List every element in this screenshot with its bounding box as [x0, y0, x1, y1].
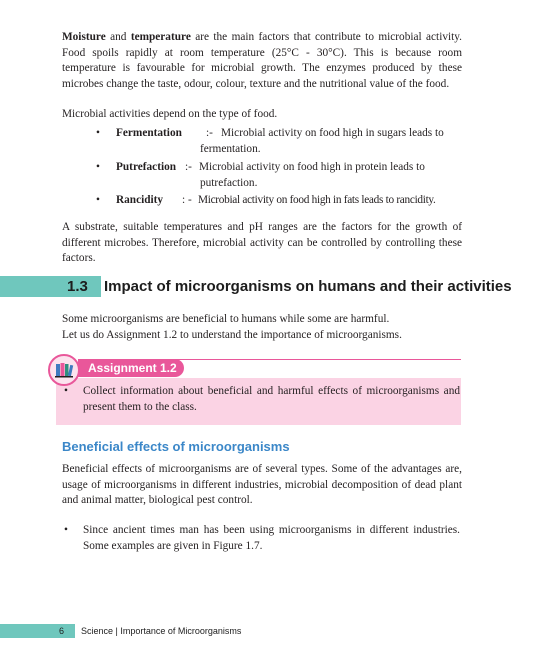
- rancidity-sep: : -: [182, 194, 192, 206]
- temperature-term: temperature: [130, 31, 191, 43]
- assignment-text: Collect information about beneficial and harmful effects of microorganisms and present them to the class.: [83, 385, 460, 413]
- section-title: Impact of microorganisms on humans and their activities: [104, 278, 512, 295]
- moisture-term: Moisture: [62, 31, 106, 43]
- putrefaction-term: Putrefaction: [116, 161, 177, 173]
- putrefaction-sep: :-: [185, 161, 192, 173]
- section-intro-1: Some microorganisms are beneficial to humans while some are harmful.: [62, 313, 390, 325]
- and-word: and: [105, 31, 131, 43]
- rancidity-desc: Microbial activity on food high in fats leads to rancidity.: [198, 194, 436, 206]
- assignment-label: Assignment 1.2: [88, 361, 177, 375]
- beneficial-paragraph: Beneficial effects of microorganisms are of several types. Some of the advantages are, usage of microorganisms in different industries, microbial decomposition of dead plant and animal matter, biological pest control.: [62, 463, 462, 507]
- beneficial-heading: Beneficial effects of microorganisms: [62, 439, 290, 454]
- bullet-icon: •: [96, 194, 100, 206]
- fermentation-desc-cont: fermentation.: [200, 142, 261, 155]
- fermentation-term: Fermentation: [116, 127, 182, 139]
- section-intro-2: Let us do Assignment 1.2 to understand the importance of microorganisms.: [62, 329, 402, 341]
- fermentation-sep: :-: [206, 127, 213, 139]
- intro-paragraph: [62, 30, 462, 92]
- depend-paragraph: Microbial activities depend on the type of food.: [62, 108, 278, 120]
- footer-text: Science | Importance of Microorganisms: [81, 626, 242, 636]
- industries-text: Since ancient times man has been using microorganisms in different industries. Some examples are given in Figure 1.7.: [83, 524, 460, 552]
- intro-rest: are the main factors that contribute to microbial activity. Food spoils rapidly at room temperature (25°C - 30°C). This is because room temperature is favourable for microbial growth. The enzymes produced by these microbes change the taste, odour, colour, texture and the nutritional value of the food.: [62, 31, 462, 90]
- factors-paragraph: A substrate, suitable temperatures and pH ranges are the factors for the growth of different microbes. Therefore, microbial activity can be controlled by controlling these factors.: [62, 221, 462, 265]
- putrefaction-desc: Microbial activity on food high in protein leads to: [199, 161, 425, 173]
- bullet-icon: •: [64, 524, 68, 536]
- rancidity-term: Rancidity: [116, 194, 164, 206]
- bullet-icon: •: [96, 161, 100, 173]
- bullet-icon: •: [96, 127, 100, 139]
- section-number: 1.3: [67, 278, 88, 295]
- fermentation-desc: Microbial activity on food high in sugars leads to: [221, 127, 444, 139]
- putrefaction-desc-cont: putrefaction.: [200, 176, 258, 189]
- books-icon: [48, 354, 80, 386]
- bullet-icon: •: [64, 385, 68, 397]
- page-number: 6: [59, 626, 65, 636]
